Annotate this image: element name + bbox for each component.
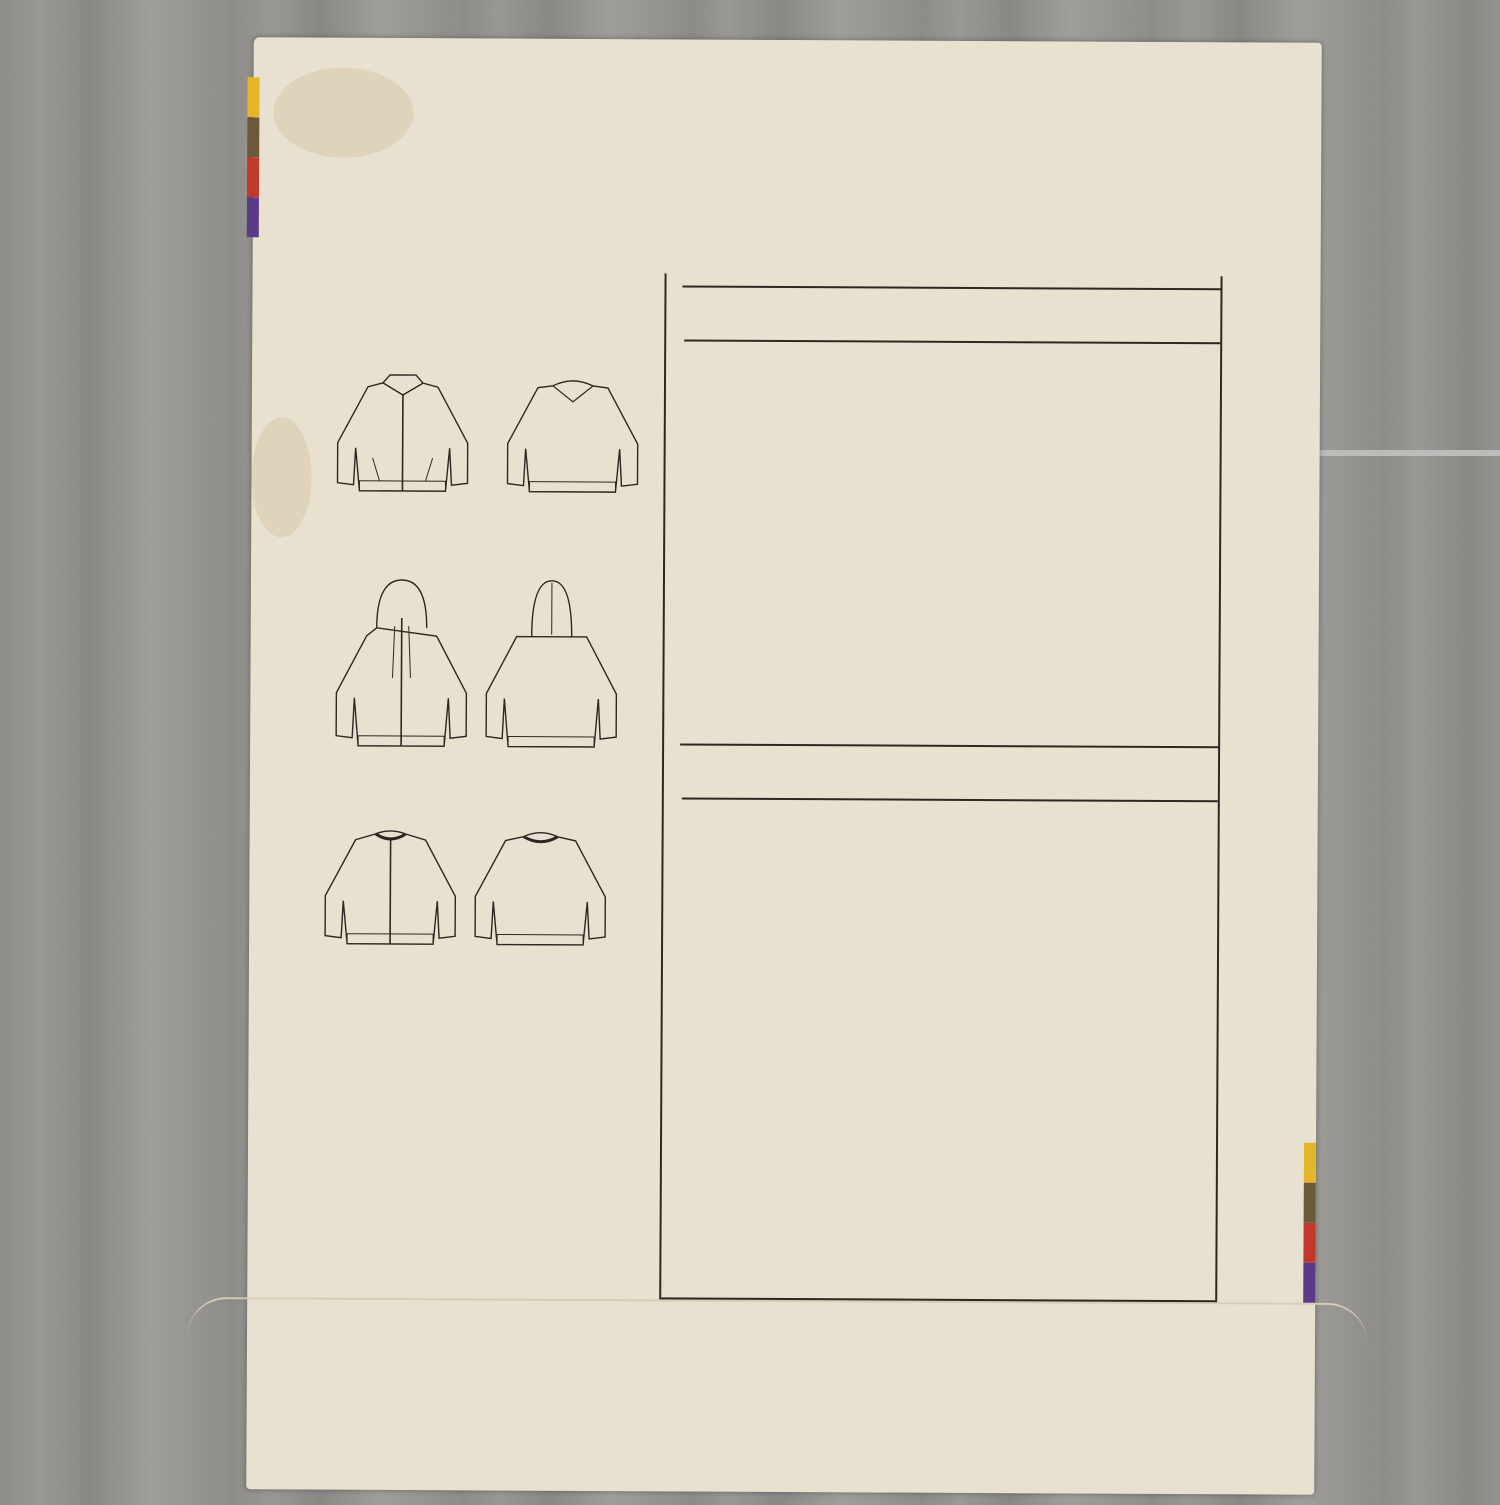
metric-size-header-row (254, 37, 1322, 43)
section-divider-rule (680, 743, 1220, 748)
important-note (889, 230, 1189, 232)
edge-stripe (1304, 1183, 1316, 1223)
edge-stripe (247, 197, 259, 237)
table-right-rule (1215, 276, 1222, 1300)
notions-required-text (308, 1128, 608, 1138)
view-c-back-illustration (465, 826, 616, 957)
stain (251, 417, 312, 537)
table-top-rule (683, 285, 1223, 290)
stain (273, 67, 413, 158)
view-b-back-illustration (476, 578, 627, 754)
pattern-envelope-back (246, 37, 1322, 1495)
inches-size-header-row (254, 37, 1322, 43)
inches-rows (254, 37, 1322, 43)
table-left-rule (659, 273, 666, 1297)
view-a-back-illustration (497, 373, 648, 504)
inches-heading-rule (684, 339, 1220, 344)
metric-rows (254, 37, 1322, 43)
pattern-description (345, 268, 665, 270)
edge-stripe (1303, 1263, 1315, 1303)
view-c-front-illustration (315, 826, 466, 957)
view-a-front-illustration (327, 373, 478, 504)
edge-stripe (247, 157, 259, 197)
edge-stripe (1303, 1223, 1315, 1263)
edge-stripe (247, 117, 259, 157)
edge-stripe (1304, 1143, 1316, 1183)
view-b-front-illustration (326, 578, 477, 754)
edge-stripe (247, 77, 259, 117)
metric-heading-rule (682, 797, 1218, 802)
envelope-flap (186, 1297, 1367, 1505)
